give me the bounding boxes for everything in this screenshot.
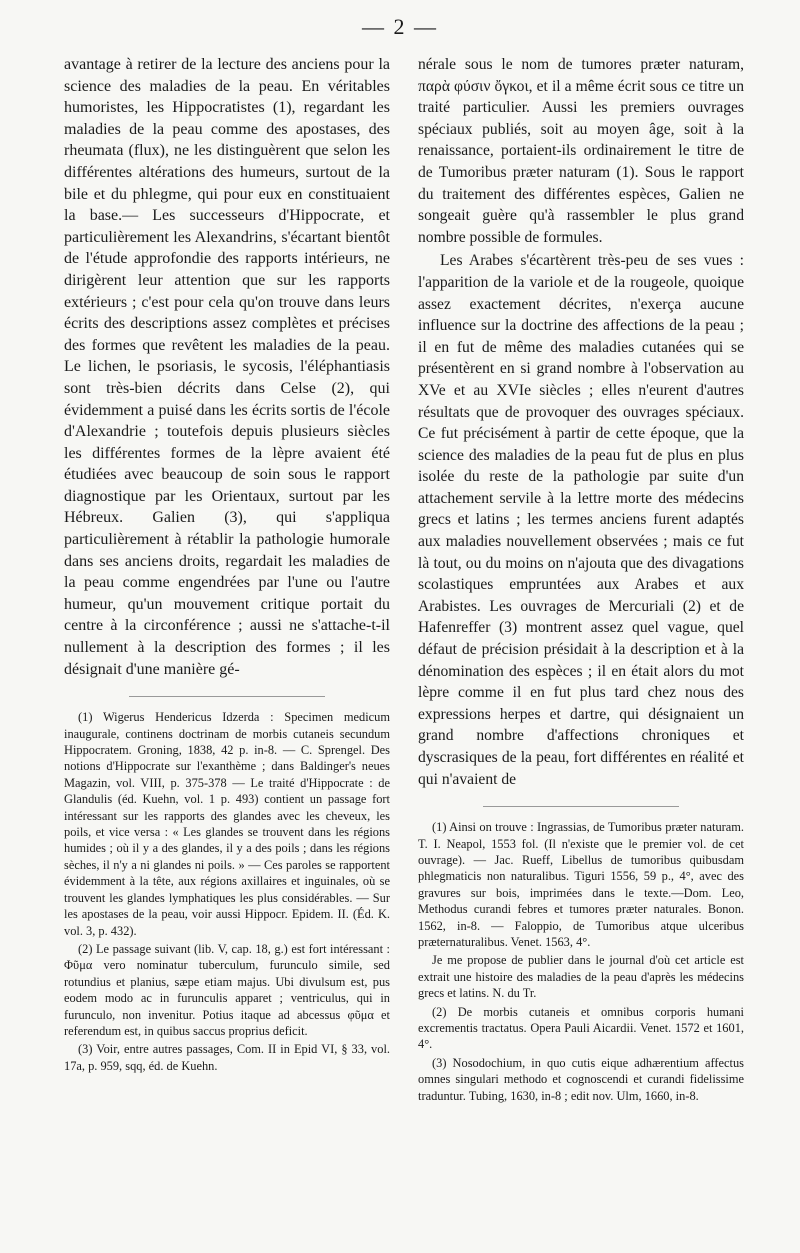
right-paragraph: nérale sous le nom de tumores præter naturam, παρὰ φύσιν ὄγκοι, et il a même écrit sous ce titre un traité particulier. Aussi les premiers ouvrages spéciaux publiés, soit au moyen âge, soit à la renaissance, portaient-ils ordinairement le titre de de Tumoribus præter naturam (1). Sous le rapport du traitement des différentes espèces, Galien ne songeait guère qu'à rassembler le plus grand nombre possible de formules. [418,56,744,246]
footnote: Je me propose de publier dans le journal d'où cet article est extrait une histoire des maladies de la peau d'après les médecins grecs et latins. N. du Tr. [418,953,744,1001]
footnote-divider [129,696,325,697]
left-body-text [64,54,390,680]
right-column [418,54,744,1106]
right-paragraph: Les Arabes s'écartèrent très-peu de ses vues : l'apparition de la variole et de la rougeole, quoique assez exactement décrites, n'exerça aucune influence sur la doctrine des affections de la peau ; il en fut de même des maladies cutanées qui se présentèrent en si grand nombre à l'observation au XVe et au XVIe siècles ; elles n'eurent d'autres résultats que de provoquer des ouvrages spéciaux. Ce fut précisément à partir de cette époque, que la science des maladies de la peau fut de plus en plus isolée du reste de la pathologie par suite d'un attachement servile à la lettre morte des médecins grecs et latins ; les termes anciens furent adaptés aux maladies nouvellement observées ; mais ce fut là tout, ou du moins on n'ajouta que des divagations scolastiques empruntées aux Arabes et aux Arabistes. Les ouvrages de Mercuriali (2) et de Hafenreffer (3) montrent assez quel vague, quel défaut de précision présidait à la description et à la dénomination des espèces ; il en était alors du mot lèpre comme il en fut plus tard chez nous des expressions herpes et dartre, qui désignaient un grand nombre d'affections chroniques et dyscrasiques de la peau, fort différentes en réalité et qui n'avaient de [418,252,744,788]
right-footnotes [418,819,744,1104]
right-body-text [418,54,744,790]
left-column [64,54,390,1076]
left-paragraph: avantage à retirer de la lecture des anciens pour la science des maladies de la peau. En véritables humoristes, les Hippocratistes (1), regardant les maladies de la peau comme des apostases, des rheumata (flux), ne les distinguèrent que selon les différentes altérations des humeurs, surtout de la bile et du phlegme, qui pour eux en constituaient la base.— Les successeurs d'Hippocrate, et particulièrement les Alexandrins, s'écartant bientôt de l'étude approfondie des rapports intérieurs, ne dirigèrent leur attention que sur les rapports extérieurs ; c'est pour cela qu'on trouve dans leurs écrits des descriptions assez complètes et précises des formes que revêtent les maladies de la peau. Le lichen, le psoriasis, le sycosis, l'éléphantiasis sont très-bien décrits dans Celse (2), qui évidemment a puisé dans les écrits sortis de l'école d'Alexandrie ; toutefois depuis plusieurs siècles les différentes formes de la lèpre avaient été étudiées avec beaucoup de soin sous le rapport diagnostique par les Orientaux, surtout par les Hébreux. Galien (3), qui s'appliqua particulièrement à rétablir la pathologie humorale dans ses anciens droits, regardait les maladies de la peau comme engendrées par l'une ou l'autre humeur, qu'un mouvement critique portait du centre à la circonférence ; aussi ne s'attache-t-il nullement à la description des formes ; il les désignait d'une manière gé- [64,56,390,678]
footnote-divider [483,806,679,807]
footnote: (1) Wigerus Hendericus Idzerda : Specimen medicum inaugurale, continens doctrinam de morbis cutaneis secundum Hippocratem. Groning, 1838, 42 p. in-8. — C. Sprengel. Des notions d'Hippocrate sur l'exanthème ; dans Baldinger's neues Magazin, vol. VIII, p. 375-378 — Le traité d'Hippocrate : de Glandulis (éd. Kuehn, vol. 1 p. 493) contient un passage fort intéressant sur les rapports des glandes avec les cheveux, les poils, et vice versa : « Les glandes se trouvent dans les régions humides ; où il y a des glandes, il y a des poils ; dans les régions sèches, il n'y a ni glandes ni poils. » — Ces paroles se rapportent évidemment à la tête, aux régions axillaires et inguinales, où se trouvent les glandes lymphatiques les plus considérables. — Sur les apostases de la peau, voir aussi Hippocr. Epidem. II. (Éd. K. vol. 3, p. 432). [64,710,390,938]
footnote: (1) Ainsi on trouve : Ingrassias, de Tumoribus præter naturam. T. I. Neapol, 1553 fol. (Il n'existe que le premier vol. de cet ouvrage). — Jac. Rueff, Libellus de tumoribus quibusdam phlegmaticis non naturalibus. Tiguri 1556, 59 p., 4°, avec des gravures sur bois, imprimées dans le texte.—Dom. Leo, Methodus curandi febres et tumores præter naturales. Bonon. 1562, in-8. — Faloppio, de Tumoribus atque ulceribus præternaturalibus. Venet. 1563, 4°. [418,820,744,950]
footnote: (3) Nosodochium, in quo cutis eique adhærentium affectus omnes singulari methodo et cognoscendi et curandi fidelissime traduntur. Tubing, 1630, in-8 ; edit nov. Ulm, 1660, in-8. [418,1055,744,1103]
left-footnotes [64,709,390,1074]
footnote: (2) Le passage suivant (lib. V, cap. 18, g.) est fort intéressant : Φῦμα vero nominatur tuberculum, furunculo simile, sed rotundius et planius, sæpe etiam majus. Ubi divulsum est, pus eodem modo ac in furunculis apparet ; ventriculus, qui in furunculo, non invenitur. Potius itaque ad abcessus φῦμα et referendum est, in quibus saccus proprius deficit. [64,941,390,1038]
footnote: (3) Voir, entre autres passages, Com. II in Epid VI, § 33, vol. 17a, p. 959, sqq, éd. de Kuehn. [64,1042,390,1073]
footnote: (2) De morbis cutaneis et omnibus corporis humani excrementis tractatus. Opera Pauli Aicardii. Venet. 1572 et 1601, 4°. [418,1004,744,1052]
page-number: — 2 — [362,14,438,39]
